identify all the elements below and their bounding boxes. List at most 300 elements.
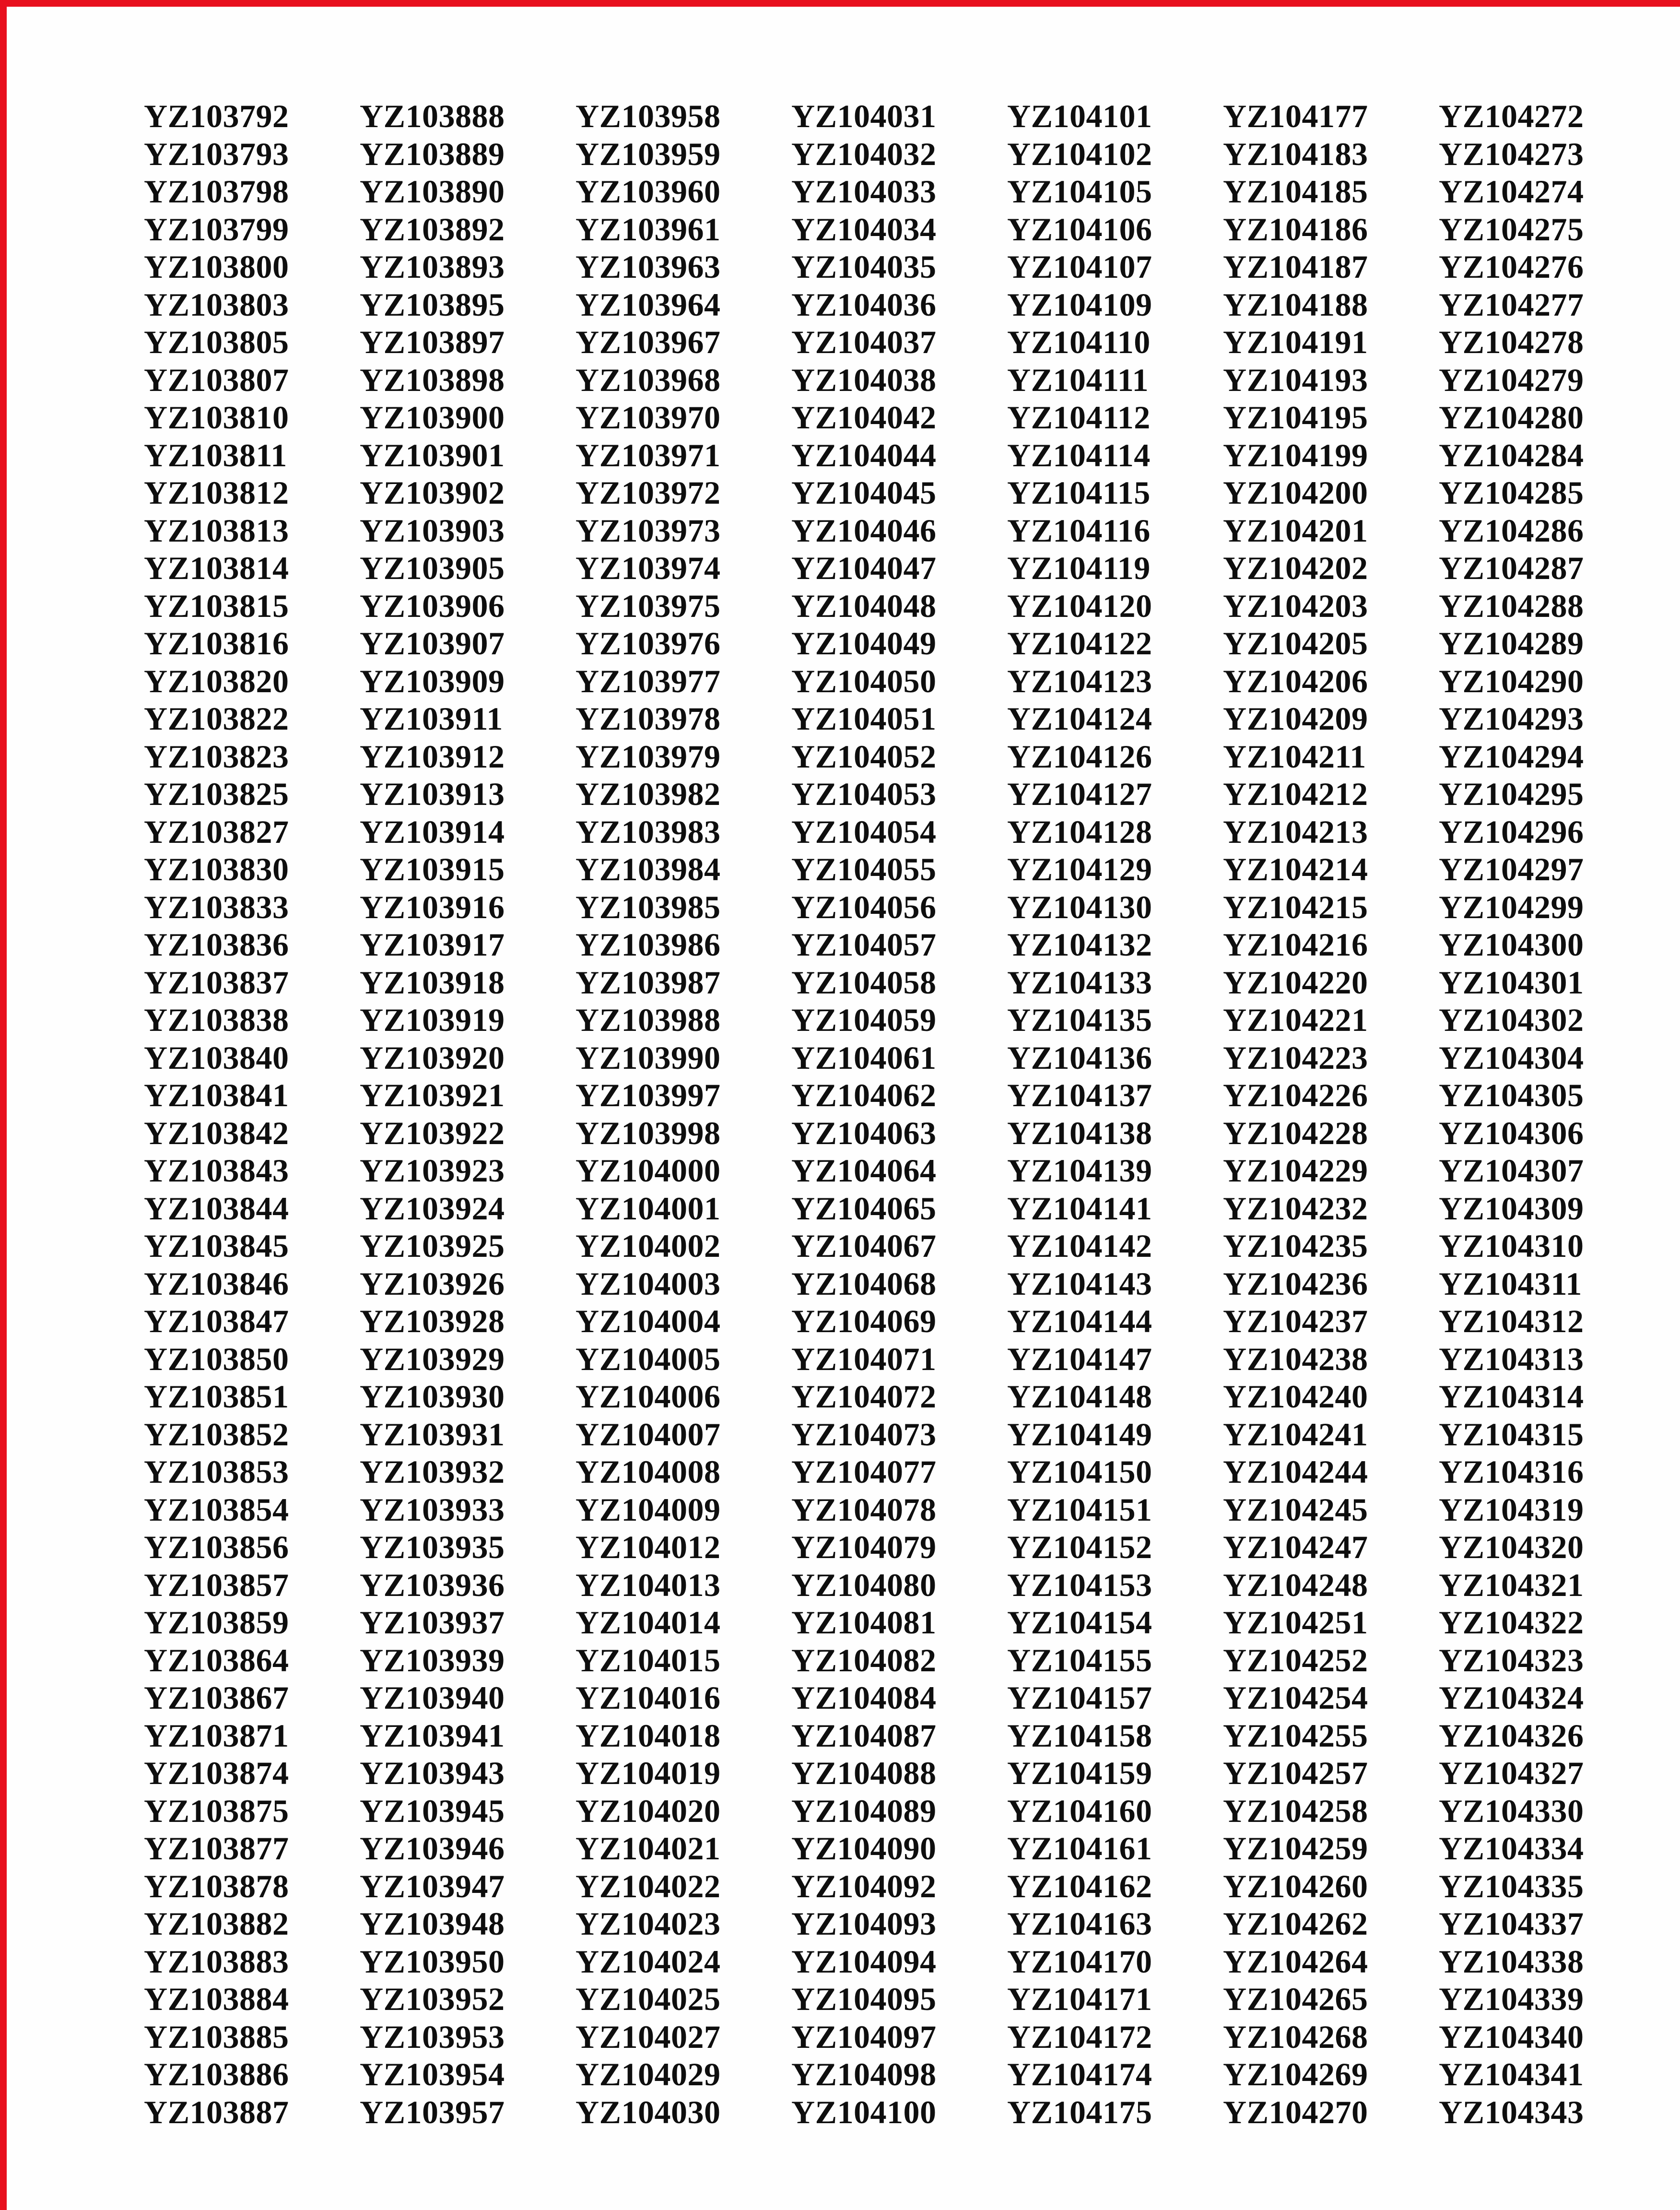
serial-number: YZ104119: [1007, 550, 1151, 586]
serial-number: YZ104302: [1439, 1002, 1584, 1038]
serial-number: YZ104101: [1007, 98, 1152, 134]
serial-number: YZ104044: [791, 437, 937, 473]
serial-number: YZ104228: [1223, 1114, 1368, 1151]
serial-number: YZ104078: [791, 1491, 937, 1528]
serial-number: YZ104330: [1439, 1792, 1584, 1829]
serial-number: YZ103929: [360, 1340, 505, 1377]
serial-column-4: [791, 97, 1007, 2131]
serial-number: YZ103799: [144, 211, 289, 248]
serial-number: YZ104307: [1439, 1152, 1584, 1189]
serial-number: YZ103916: [360, 888, 505, 925]
serial-number: YZ104203: [1223, 587, 1368, 624]
serial-number: YZ104285: [1439, 474, 1584, 511]
serial-number: YZ103843: [144, 1152, 289, 1189]
serial-number: YZ104116: [1007, 512, 1151, 549]
serial-number: YZ104031: [791, 98, 937, 134]
serial-number: YZ103803: [144, 286, 289, 323]
serial-number: YZ104033: [791, 173, 937, 210]
serial-number: YZ104098: [791, 2056, 937, 2092]
serial-number: YZ103844: [144, 1190, 289, 1227]
serial-number: YZ104212: [1223, 776, 1368, 812]
serial-number: YZ104259: [1223, 1830, 1368, 1867]
serial-number: YZ104007: [576, 1416, 721, 1453]
serial-number: YZ104016: [576, 1679, 721, 1716]
serial-number: YZ103816: [144, 625, 289, 662]
serial-number: YZ103952: [360, 1981, 505, 2017]
serial-number: YZ103971: [576, 437, 721, 473]
serial-number: YZ104138: [1007, 1114, 1152, 1151]
serial-number: YZ103888: [360, 98, 505, 134]
serial-number: YZ103964: [576, 286, 721, 323]
serial-number: YZ104106: [1007, 211, 1152, 248]
serial-number: YZ104000: [576, 1152, 721, 1189]
serial-number: YZ103920: [360, 1039, 505, 1076]
serial-number: YZ104004: [576, 1303, 721, 1339]
serial-number: YZ103961: [576, 211, 721, 248]
serial-number: YZ104142: [1007, 1228, 1152, 1264]
serial-number: YZ103883: [144, 1943, 289, 1980]
serial-number: YZ104294: [1439, 738, 1584, 775]
serial-number: YZ104295: [1439, 776, 1584, 812]
serial-number: YZ104123: [1007, 662, 1152, 699]
serial-number: YZ103897: [360, 324, 505, 360]
serial-number: YZ103911: [360, 700, 503, 737]
serial-number: YZ103967: [576, 324, 721, 360]
serial-number: YZ104079: [791, 1529, 937, 1565]
serial-number: YZ104087: [791, 1717, 937, 1754]
serial-number: YZ104139: [1007, 1152, 1152, 1189]
serial-number: YZ104245: [1223, 1491, 1368, 1528]
serial-number: YZ104038: [791, 361, 937, 398]
serial-number: YZ103807: [144, 361, 289, 398]
serial-number: YZ104320: [1439, 1529, 1584, 1565]
serial-number: YZ103978: [576, 700, 721, 737]
serial-number: YZ104042: [791, 399, 937, 436]
serial-number: YZ103950: [360, 1943, 505, 1980]
serial-number: YZ103998: [576, 1114, 721, 1151]
serial-number: YZ104326: [1439, 1717, 1584, 1754]
serial-number: YZ104052: [791, 738, 937, 775]
serial-number: YZ104027: [576, 2018, 721, 2055]
serial-number: YZ104334: [1439, 1830, 1584, 1867]
serial-number: YZ103931: [360, 1416, 505, 1453]
serial-number: YZ104050: [791, 662, 937, 699]
serial-number: YZ104172: [1007, 2018, 1152, 2055]
serial-number: YZ104157: [1007, 1679, 1152, 1716]
serial-number: YZ104316: [1439, 1454, 1584, 1490]
serial-number: YZ104337: [1439, 1905, 1584, 1942]
serial-number: YZ104109: [1007, 286, 1152, 323]
serial-number: YZ104297: [1439, 851, 1584, 887]
serial-number: YZ104144: [1007, 1303, 1152, 1339]
serial-number: YZ104275: [1439, 211, 1584, 248]
serial-number: YZ104002: [576, 1228, 721, 1264]
serial-number: YZ104022: [576, 1867, 721, 1904]
serial-number: YZ104339: [1439, 1981, 1584, 2017]
serial-number: YZ103940: [360, 1679, 505, 1716]
serial-number: YZ103918: [360, 964, 505, 1001]
serial-number: YZ103937: [360, 1604, 505, 1641]
serial-number: YZ103907: [360, 625, 505, 662]
serial-number: YZ104047: [791, 550, 937, 586]
serial-number: YZ104191: [1223, 324, 1368, 360]
serial-number: YZ104306: [1439, 1114, 1584, 1151]
serial-number: YZ104247: [1223, 1529, 1368, 1565]
serial-number: YZ104093: [791, 1905, 937, 1942]
serial-number: YZ104177: [1223, 98, 1368, 134]
serial-number: YZ104032: [791, 135, 937, 172]
serial-number: YZ104280: [1439, 399, 1584, 436]
serial-number: YZ104214: [1223, 851, 1368, 887]
serial-number: YZ104229: [1223, 1152, 1368, 1189]
serial-number: YZ104124: [1007, 700, 1152, 737]
serial-number: YZ104151: [1007, 1491, 1152, 1528]
serial-number: YZ103893: [360, 248, 505, 285]
serial-number: YZ104071: [791, 1340, 937, 1377]
serial-number: YZ103905: [360, 550, 505, 586]
serial-number: YZ103960: [576, 173, 721, 210]
serial-number: YZ104158: [1007, 1717, 1152, 1754]
serial-number: YZ104312: [1439, 1303, 1584, 1339]
serial-number: YZ103933: [360, 1491, 505, 1528]
serial-number: YZ104094: [791, 1943, 937, 1980]
serial-number: YZ104154: [1007, 1604, 1152, 1641]
serial-number: YZ103850: [144, 1340, 289, 1377]
serial-number: YZ104175: [1007, 2093, 1152, 2130]
serial-number: YZ104293: [1439, 700, 1584, 737]
serial-number: YZ103792: [144, 98, 289, 134]
serial-number: YZ103810: [144, 399, 289, 436]
serial-number: YZ104159: [1007, 1755, 1152, 1791]
serial-number: YZ104088: [791, 1755, 937, 1791]
serial-number: YZ104114: [1007, 437, 1151, 473]
serial-number: YZ103926: [360, 1265, 505, 1302]
serial-number: YZ104035: [791, 248, 937, 285]
serial-number: YZ103985: [576, 888, 721, 925]
serial-number: YZ103825: [144, 776, 289, 812]
serial-number: YZ104021: [576, 1830, 721, 1867]
serial-number: YZ104340: [1439, 2018, 1584, 2055]
serial-number: YZ104211: [1223, 738, 1366, 775]
serial-number: YZ104072: [791, 1378, 937, 1415]
serial-number: YZ104152: [1007, 1529, 1152, 1565]
serial-number: YZ104265: [1223, 1981, 1368, 2017]
serial-number: YZ104055: [791, 851, 937, 887]
serial-number: YZ104309: [1439, 1190, 1584, 1227]
serial-column-6: [1223, 97, 1439, 2131]
serial-number: YZ103945: [360, 1792, 505, 1829]
serial-number: YZ104143: [1007, 1265, 1152, 1302]
serial-number: YZ103988: [576, 1002, 721, 1038]
serial-number: YZ104289: [1439, 625, 1584, 662]
serial-number: YZ103914: [360, 813, 505, 850]
serial-number: YZ103970: [576, 399, 721, 436]
serial-number: YZ104313: [1439, 1340, 1584, 1377]
serial-number: YZ103958: [576, 98, 721, 134]
serial-number: YZ104327: [1439, 1755, 1584, 1791]
serial-number: YZ103973: [576, 512, 721, 549]
serial-number: YZ103864: [144, 1642, 289, 1678]
serial-number: YZ104009: [576, 1491, 721, 1528]
serial-number: YZ103959: [576, 135, 721, 172]
serial-number: YZ104226: [1223, 1077, 1368, 1113]
serial-number: YZ104084: [791, 1679, 937, 1716]
serial-number: YZ103822: [144, 700, 289, 737]
serial-number: YZ104080: [791, 1566, 937, 1603]
serial-number: YZ103827: [144, 813, 289, 850]
serial-number: YZ104135: [1007, 1002, 1152, 1038]
serial-number: YZ103947: [360, 1867, 505, 1904]
serial-number: YZ104115: [1007, 474, 1151, 511]
serial-number: YZ103946: [360, 1830, 505, 1867]
serial-number: YZ103836: [144, 926, 289, 963]
serial-number: YZ104223: [1223, 1039, 1368, 1076]
serial-number: YZ104141: [1007, 1190, 1152, 1227]
serial-number: YZ103901: [360, 437, 505, 473]
serial-number: YZ104286: [1439, 512, 1584, 549]
serial-number: YZ103889: [360, 135, 505, 172]
serial-number: YZ103948: [360, 1905, 505, 1942]
serial-number: YZ103805: [144, 324, 289, 360]
serial-number: YZ104147: [1007, 1340, 1152, 1377]
serial-number: YZ104148: [1007, 1378, 1152, 1415]
serial-column-3: [576, 97, 791, 2131]
serial-number: YZ104081: [791, 1604, 937, 1641]
serial-number: YZ104209: [1223, 700, 1368, 737]
serial-number: YZ104272: [1439, 98, 1584, 134]
serial-number: YZ103890: [360, 173, 505, 210]
serial-number: YZ104232: [1223, 1190, 1368, 1227]
serial-number: YZ104252: [1223, 1642, 1368, 1678]
serial-number: YZ103895: [360, 286, 505, 323]
serial-number: YZ103987: [576, 964, 721, 1001]
serial-number: YZ103968: [576, 361, 721, 398]
serial-number: YZ104105: [1007, 173, 1152, 210]
serial-number: YZ103833: [144, 888, 289, 925]
serial-number: YZ104235: [1223, 1228, 1368, 1264]
serial-number: YZ104153: [1007, 1566, 1152, 1603]
serial-number: YZ104025: [576, 1981, 721, 2017]
serial-number: YZ103871: [144, 1717, 289, 1754]
serial-number: YZ104300: [1439, 926, 1584, 963]
serial-column-7: [1439, 97, 1655, 2131]
serial-number: YZ104257: [1223, 1755, 1368, 1791]
serial-number: YZ104120: [1007, 587, 1152, 624]
serial-number: YZ104069: [791, 1303, 937, 1339]
serial-number: YZ104130: [1007, 888, 1152, 925]
serial-number: YZ103928: [360, 1303, 505, 1339]
serial-number: YZ104015: [576, 1642, 721, 1678]
serial-number: YZ104029: [576, 2056, 721, 2092]
serial-number: YZ103915: [360, 851, 505, 887]
serial-number: YZ104126: [1007, 738, 1152, 775]
serial-number: YZ104171: [1007, 1981, 1152, 2017]
serial-number: YZ104193: [1223, 361, 1368, 398]
serial-number: YZ104324: [1439, 1679, 1584, 1716]
serial-number: YZ104284: [1439, 437, 1584, 473]
serial-number: YZ103922: [360, 1114, 505, 1151]
serial-number: YZ104024: [576, 1943, 721, 1980]
serial-number: YZ104160: [1007, 1792, 1152, 1829]
serial-number: YZ104215: [1223, 888, 1368, 925]
serial-number: YZ104068: [791, 1265, 937, 1302]
serial-number: YZ104095: [791, 1981, 937, 2017]
serial-number: YZ103976: [576, 625, 721, 662]
serial-number: YZ104163: [1007, 1905, 1152, 1942]
serial-number: YZ103851: [144, 1378, 289, 1415]
serial-number: YZ103847: [144, 1303, 289, 1339]
serial-number: YZ104150: [1007, 1454, 1152, 1490]
serial-number: YZ104341: [1439, 2056, 1584, 2092]
serial-number: YZ104254: [1223, 1679, 1368, 1716]
serial-number: YZ104241: [1223, 1416, 1368, 1453]
serial-number: YZ104238: [1223, 1340, 1368, 1377]
serial-number: YZ103793: [144, 135, 289, 172]
serial-number: YZ104216: [1223, 926, 1368, 963]
serial-number: YZ104023: [576, 1905, 721, 1942]
serial-number: YZ103813: [144, 512, 289, 549]
serial-number: YZ104199: [1223, 437, 1368, 473]
serial-number: YZ104046: [791, 512, 937, 549]
serial-number: YZ103852: [144, 1416, 289, 1453]
serial-number: YZ104221: [1223, 1002, 1368, 1038]
serial-number: YZ104276: [1439, 248, 1584, 285]
serial-number: YZ103909: [360, 662, 505, 699]
serial-number: YZ103997: [576, 1077, 721, 1113]
serial-number: YZ103923: [360, 1152, 505, 1189]
serial-number: YZ103941: [360, 1717, 505, 1754]
serial-number: YZ103815: [144, 587, 289, 624]
serial-number: YZ103963: [576, 248, 721, 285]
serial-number: YZ104174: [1007, 2056, 1152, 2092]
serial-number: YZ104299: [1439, 888, 1584, 925]
serial-number: YZ104305: [1439, 1077, 1584, 1113]
serial-number: YZ103902: [360, 474, 505, 511]
serial-number: YZ104162: [1007, 1867, 1152, 1904]
serial-number: YZ104311: [1439, 1265, 1582, 1302]
serial-column-1: [144, 97, 360, 2131]
serial-number: YZ103932: [360, 1454, 505, 1490]
serial-number: YZ103820: [144, 662, 289, 699]
serial-number: YZ104187: [1223, 248, 1368, 285]
serial-number: YZ104102: [1007, 135, 1152, 172]
serial-number: YZ104155: [1007, 1642, 1152, 1678]
serial-number: YZ104195: [1223, 399, 1368, 436]
serial-number: YZ104111: [1007, 361, 1149, 398]
serial-number: YZ104202: [1223, 550, 1368, 586]
serial-number: YZ103930: [360, 1378, 505, 1415]
serial-number: YZ103884: [144, 1981, 289, 2017]
serial-column-5: [1007, 97, 1223, 2131]
serial-number: YZ103982: [576, 776, 721, 812]
serial-number: YZ104100: [791, 2093, 937, 2130]
serial-number: YZ104244: [1223, 1454, 1368, 1490]
serial-number: YZ104008: [576, 1454, 721, 1490]
serial-column-2: [360, 97, 576, 2131]
serial-number: YZ103812: [144, 474, 289, 511]
serial-number: YZ103979: [576, 738, 721, 775]
serial-number: YZ103830: [144, 851, 289, 887]
serial-number: YZ104057: [791, 926, 937, 963]
serial-number: YZ104110: [1007, 324, 1151, 360]
serial-number: YZ104338: [1439, 1943, 1584, 1980]
serial-number: YZ103984: [576, 851, 721, 887]
serial-number: YZ104097: [791, 2018, 937, 2055]
serial-number: YZ104063: [791, 1114, 937, 1151]
serial-number: YZ104132: [1007, 926, 1152, 963]
serial-number: YZ104003: [576, 1265, 721, 1302]
serial-number: YZ104089: [791, 1792, 937, 1829]
serial-number: YZ104201: [1223, 512, 1368, 549]
serial-number: YZ104304: [1439, 1039, 1584, 1076]
serial-number: YZ104205: [1223, 625, 1368, 662]
serial-number: YZ104279: [1439, 361, 1584, 398]
serial-number: YZ104005: [576, 1340, 721, 1377]
serial-number: YZ104030: [576, 2093, 721, 2130]
serial-number: YZ104034: [791, 211, 937, 248]
serial-number: YZ103859: [144, 1604, 289, 1641]
serial-number: YZ104090: [791, 1830, 937, 1867]
serial-number: YZ104056: [791, 888, 937, 925]
serial-number: YZ103842: [144, 1114, 289, 1151]
serial-number: YZ103957: [360, 2093, 505, 2130]
serial-number: YZ104264: [1223, 1943, 1368, 1980]
serial-number: YZ103878: [144, 1867, 289, 1904]
serial-number: YZ104185: [1223, 173, 1368, 210]
serial-number: YZ104092: [791, 1867, 937, 1904]
scan-edge-left: [0, 0, 7, 2210]
serial-number: YZ104183: [1223, 135, 1368, 172]
serial-number: YZ104054: [791, 813, 937, 850]
serial-number: YZ104048: [791, 587, 937, 624]
serial-number: YZ103846: [144, 1265, 289, 1302]
serial-number: YZ104262: [1223, 1905, 1368, 1942]
serial-number: YZ104053: [791, 776, 937, 812]
serial-number: YZ103912: [360, 738, 505, 775]
serial-number: YZ103977: [576, 662, 721, 699]
serial-number: YZ103882: [144, 1905, 289, 1942]
serial-number: YZ103800: [144, 248, 289, 285]
serial-number: YZ104251: [1223, 1604, 1368, 1641]
serial-number: YZ103986: [576, 926, 721, 963]
serial-number: YZ104220: [1223, 964, 1368, 1001]
serial-number: YZ104206: [1223, 662, 1368, 699]
serial-number: YZ104268: [1223, 2018, 1368, 2055]
serial-number: YZ104287: [1439, 550, 1584, 586]
serial-number: YZ103900: [360, 399, 505, 436]
serial-number: YZ104127: [1007, 776, 1152, 812]
serial-number: YZ104301: [1439, 964, 1584, 1001]
serial-number: YZ103811: [144, 437, 287, 473]
serial-number: YZ104321: [1439, 1566, 1584, 1603]
serial-number: YZ103838: [144, 1002, 289, 1038]
serial-number: YZ103874: [144, 1755, 289, 1791]
serial-number: YZ103903: [360, 512, 505, 549]
serial-number: YZ103892: [360, 211, 505, 248]
serial-number: YZ104274: [1439, 173, 1584, 210]
serial-number: YZ104343: [1439, 2093, 1584, 2130]
serial-number: YZ104314: [1439, 1378, 1584, 1415]
serial-number: YZ104107: [1007, 248, 1152, 285]
serial-number: YZ104065: [791, 1190, 937, 1227]
serial-number: YZ104322: [1439, 1604, 1584, 1641]
serial-number: YZ104122: [1007, 625, 1152, 662]
serial-number: YZ104137: [1007, 1077, 1152, 1113]
serial-number: YZ103840: [144, 1039, 289, 1076]
serial-number: YZ103887: [144, 2093, 289, 2130]
serial-number: YZ104240: [1223, 1378, 1368, 1415]
serial-number: YZ103814: [144, 550, 289, 586]
